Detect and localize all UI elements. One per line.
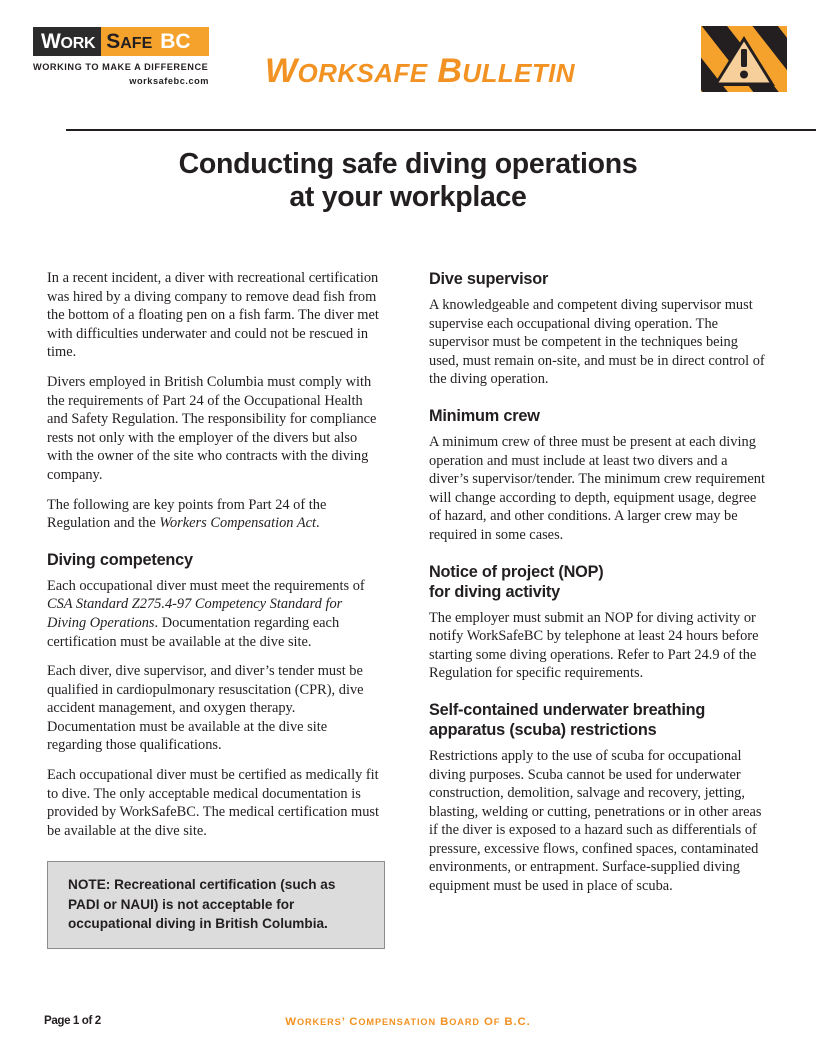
competency-p1-lead: Each occupational diver must meet the requirements of xyxy=(47,577,365,594)
section-heading-dive-supervisor: Dive supervisor xyxy=(429,270,549,288)
scuba-restrictions-paragraph: Restrictions apply to the use of scuba for occupational diving purposes. Scuba cannot be used for underwater construction, demolition, salvage and recovery, jetting, blasting, welding or cutting, penetrations or in other areas if the diver is exposed to a hazard such as differentials of pressure, excessive flows, confined spaces, contaminated environments, or entrapment. Surface-supplied diving equipment must be used in place of scuba. xyxy=(429,747,762,895)
competency-paragraph-2: Each diver, dive supervisor, and diver’s tender must be qualified in cardiopulmonary resuscitation (CPR), dive accident management, and oxygen therapy. Documentation must be available at the dive site regarding those qualifications. xyxy=(47,663,364,754)
intro-paragraph-1: In a recent incident, a diver with recreational certification was hired by a diving company to remove dead fish from the bottom of a floating pen on a fish farm. The diver met with difficulties underwater and could not be rescued in time. xyxy=(47,270,379,361)
warning-triangle-icon xyxy=(701,26,787,92)
footer-page-number: Page 1 of 2 xyxy=(44,1014,101,1027)
section-heading-minimum-crew: Minimum crew xyxy=(429,406,540,425)
intro-paragraph-2: Divers employed in British Columbia must comply with the requirements of Part 24 of the Occupational Health and Safety Regulation. The responsibility for compliance rests not only with the employer of the divers but also with the owner of the site who contracts with the diving company. xyxy=(47,373,377,483)
key-points-tail: . xyxy=(316,515,320,532)
nop-heading-line-2: for diving activity xyxy=(429,582,560,601)
competency-paragraph-1 xyxy=(47,577,385,651)
scuba-heading-line-2: apparatus (scuba) restrictions xyxy=(429,720,657,739)
section-heading-diving-competency: Diving competency xyxy=(47,550,193,569)
workers-compensation-act-title: Workers Compensation Act xyxy=(159,515,317,532)
page-header xyxy=(33,20,783,100)
nop-heading-line-1: Notice of project (NOP) xyxy=(429,562,604,581)
right-column xyxy=(429,269,767,907)
logo-safe-text: SAFE xyxy=(106,29,153,53)
notice-of-project-paragraph: The employer must submit an NOP for diving activity or notify WorkSafeBC by telephone at least 24 hours before starting some diving operations. Refer to Part 24.9 of the Regulation for specific requirements. xyxy=(429,609,759,682)
note-box xyxy=(47,861,385,949)
section-heading-scuba-restrictions xyxy=(429,700,767,740)
section-heading-notice-of-project xyxy=(429,562,767,602)
footer-organization: WORKERS’ COMPENSATION BOARD OF B.C. xyxy=(285,1016,531,1028)
competency-paragraph-3: Each occupational diver must be certified as medically fit to dive. The only acceptable medical documentation is provided by WorkSafeBC. The medical certification must be available at the dive site. xyxy=(47,767,380,839)
logo-wordmark xyxy=(33,27,209,56)
logo-url: worksafebc.com xyxy=(129,76,209,86)
minimum-crew-paragraph: A minimum crew of three must be present at each diving operation and must include at least two divers and a diver’s supervisor/tender. The minimum crew requirement will change according to depth, equipment usage, degree of hazard, and other conditions. A larger crew may be required in some cases. xyxy=(429,433,765,543)
left-column xyxy=(47,269,385,949)
logo-bc-segment xyxy=(157,27,209,56)
logo-bc-text: BC xyxy=(160,29,191,53)
logo-work-text: WORK xyxy=(41,29,96,53)
header-divider-rule xyxy=(66,129,816,131)
page-title-line-2: at your workplace xyxy=(289,181,527,213)
key-points-paragraph xyxy=(47,496,385,533)
note-box-text: NOTE: Recreational certification (such as PADI or NAUI) is not acceptable for occupational diving in British Columbia. xyxy=(68,877,336,932)
csa-standard-title: CSA Standard Z275.4-97 Competency Standard for Diving Operations xyxy=(47,596,343,631)
scuba-heading-line-1: Self-contained underwater breathing xyxy=(429,700,706,719)
key-points-lead: The following are key points from Part 24 of the Regulation and the xyxy=(47,496,327,532)
worksafebc-logo xyxy=(33,27,211,86)
logo-tagline: WORKING TO MAKE A DIFFERENCE xyxy=(33,62,209,72)
logo-work-segment xyxy=(33,27,101,56)
page-footer xyxy=(0,1014,816,1036)
bulletin-title: WORKSAFE BULLETIN xyxy=(265,52,575,90)
page-title xyxy=(60,148,756,214)
competency-p1-tail: . Documentation regarding each certification must be available at the dive site. xyxy=(47,614,340,650)
logo-safe-segment xyxy=(101,27,157,56)
page-title-line-1: Conducting safe diving operations xyxy=(178,148,638,180)
dive-supervisor-paragraph: A knowledgeable and competent diving supervisor must supervise each occupational diving operation. The supervisor must be competent in the techniques being used, must remain on-site, and must be in direct control of the diving operation. xyxy=(429,297,765,388)
